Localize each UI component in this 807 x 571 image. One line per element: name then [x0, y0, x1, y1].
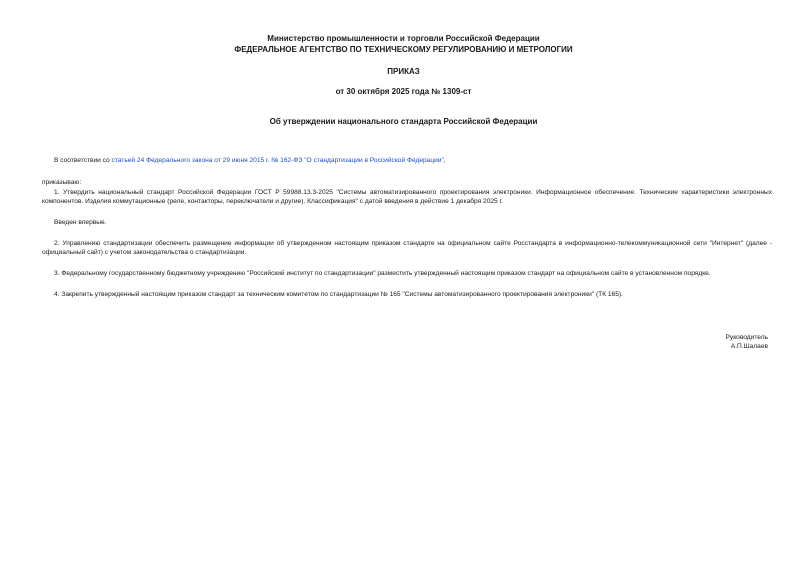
- intro-paragraph: [42, 156, 772, 165]
- document-type: ПРИКАЗ: [387, 67, 420, 76]
- agency-name: ФЕДЕРАЛЬНОЕ АГЕНТСТВО ПО ТЕХНИЧЕСКОМУ РЕГУЛИРОВАНИЮ И МЕТРОЛОГИИ: [234, 45, 573, 54]
- introduced-first-note: Введен впервые.: [54, 219, 107, 226]
- intro-suffix: ,: [443, 157, 446, 164]
- law-reference-link[interactable]: статьей 24 Федерального закона от 29 июня 2015 г. № 162-ФЗ "О стандартизации в Российской Федерации": [111, 157, 444, 164]
- order-item-1: 1. Утвердить национальный стандарт Российской Федерации ГОСТ Р 59988.13.3-2025 "Системы автоматизированного проектирования электроники. Информационное обеспечение. Технические характеристики электронных компонентов. Изделия коммутационные (реле, контакторы, переключатели и другие). Классификация" с датой введения в действие 1 декабря 2025 г.: [42, 189, 772, 205]
- document-title: Об утверждении национального стандарта Российской Федерации: [269, 117, 538, 126]
- ministry-name: Министерство промышленности и торговли Российской Федерации: [267, 34, 540, 43]
- order-item-3: 3. Федеральному государственному бюджетному учреждению "Российский институт по стандартизации" разместить утвержденный настоящим приказом стандарт на официальном сайте в установленном порядке.: [54, 270, 711, 277]
- document-date-number: от 30 октября 2025 года № 1309-ст: [335, 87, 472, 96]
- order-item-4: 4. Закрепить утвержденный настоящим приказом стандарт за техническим комитетом по стандартизации № 165 "Системы автоматизированного проектирования электроники" (ТК 165).: [54, 291, 623, 298]
- order-word: приказываю:: [42, 179, 82, 186]
- intro-prefix: В соответствии со: [54, 157, 112, 164]
- signature-position: Руководитель: [725, 334, 768, 341]
- order-item-2: 2. Управлению стандартизации обеспечить размещение информации об утвержденном настоящим приказом стандарте на официальном сайте Росстандарта в информационно-телекоммуникационной сети "Интернет" (далее - официальный сайт) с учетом законодательства о стандартизации.: [42, 240, 772, 256]
- signature-name: А.П.Шалаев: [730, 343, 768, 350]
